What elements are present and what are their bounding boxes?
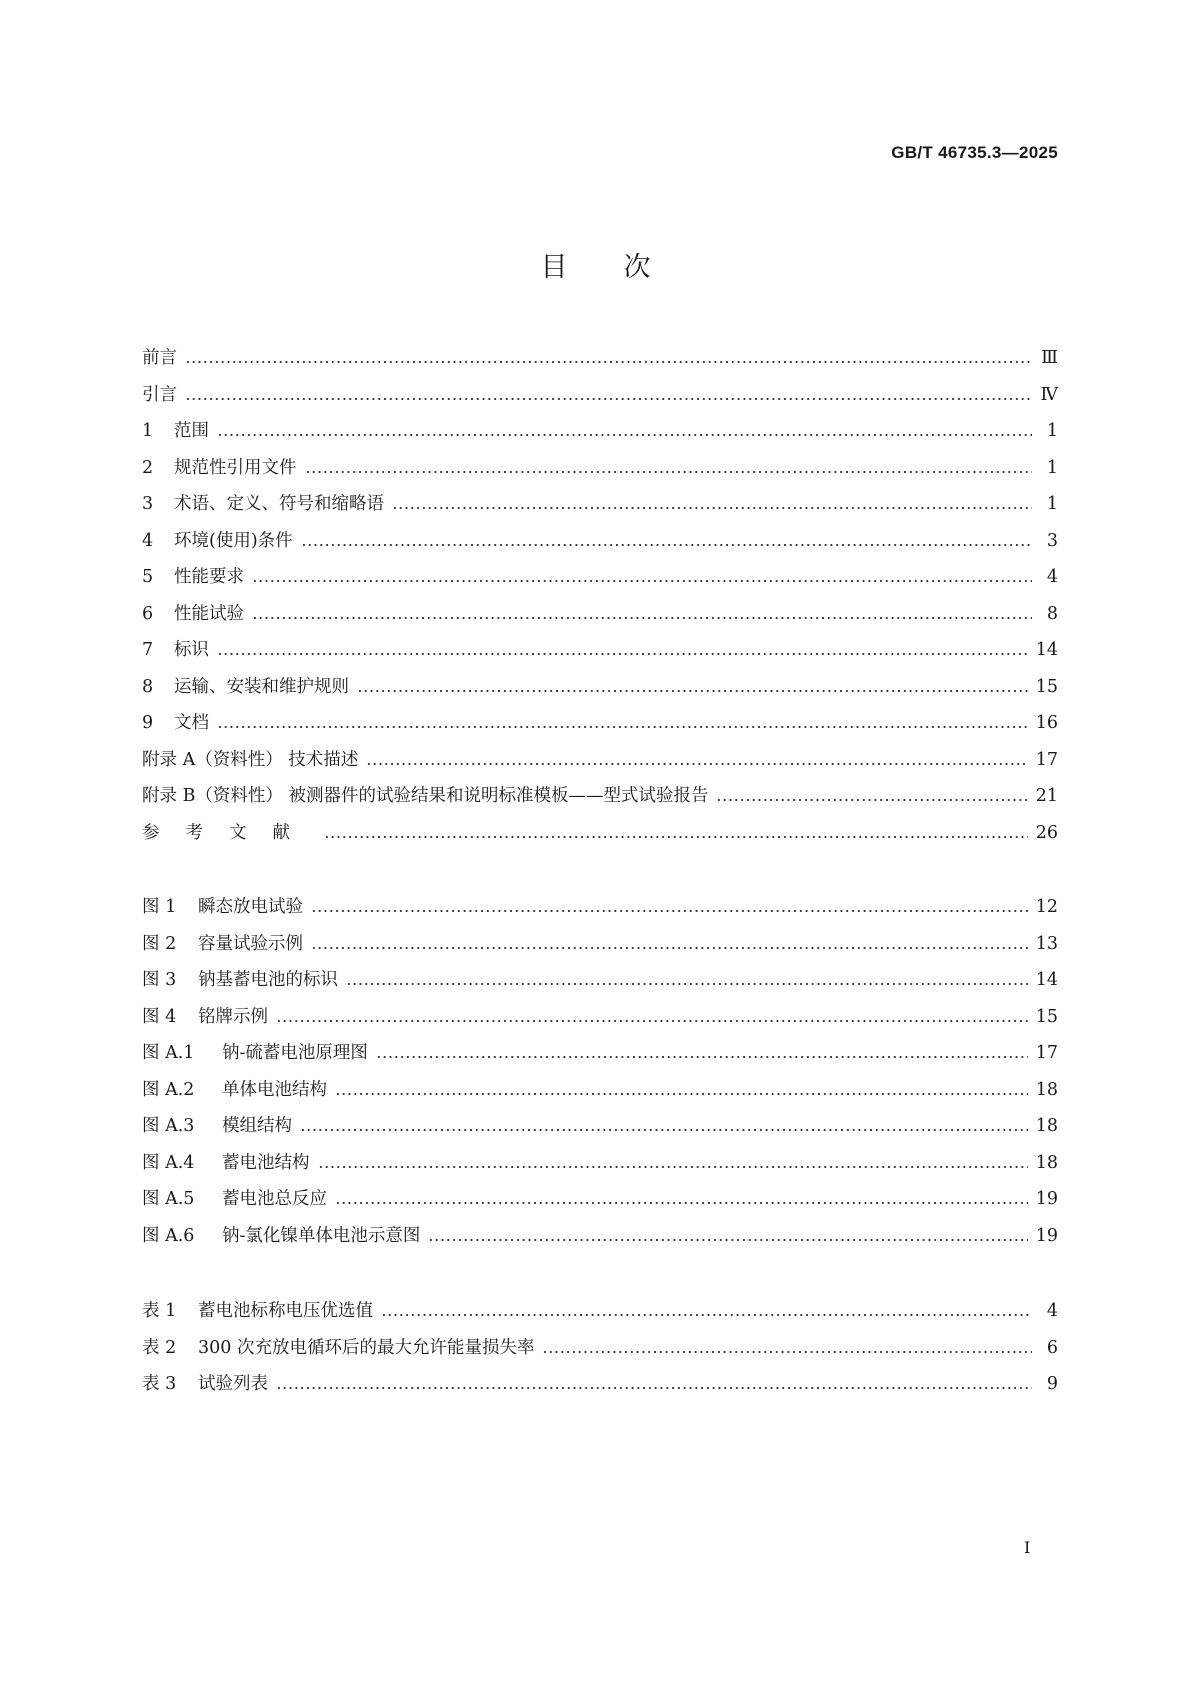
toc-entry-number: 7 bbox=[142, 640, 154, 660]
toc-main-list bbox=[142, 340, 1058, 851]
toc-entry-page: 8 bbox=[1046, 603, 1058, 624]
dot-leader bbox=[335, 1093, 1028, 1095]
dot-leader bbox=[217, 434, 1032, 436]
figure-page: 15 bbox=[1035, 1006, 1058, 1027]
figure-label: 铭牌示例 bbox=[198, 1006, 268, 1027]
toc-entry-label: 附录 B（资料性） 被测器件的试验结果和说明标准模板——型式试验报告 bbox=[142, 786, 709, 806]
toc-entry-label: 文档 bbox=[174, 713, 209, 733]
table-number: 表 3 bbox=[142, 1374, 177, 1394]
figure-number: 图 4 bbox=[142, 1006, 177, 1027]
figure-label: 蓄电池总反应 bbox=[222, 1189, 327, 1209]
toc-entry-label: 规范性引用文件 bbox=[174, 457, 297, 478]
table-entry[interactable] bbox=[142, 1366, 1058, 1403]
toc-entry-page: 16 bbox=[1035, 713, 1058, 733]
table-number: 表 1 bbox=[142, 1301, 177, 1321]
figure-label: 钠-氯化镍单体电池示意图 bbox=[222, 1225, 421, 1246]
figure-entry[interactable] bbox=[142, 999, 1058, 1036]
figure-entry[interactable] bbox=[142, 1218, 1058, 1255]
dot-leader bbox=[381, 1314, 1032, 1316]
table-entry[interactable] bbox=[142, 1293, 1058, 1330]
table-page: 6 bbox=[1046, 1337, 1058, 1358]
figure-entry[interactable] bbox=[142, 1035, 1058, 1072]
dot-leader bbox=[366, 763, 1027, 765]
figure-entry[interactable] bbox=[142, 1145, 1058, 1182]
toc-entry-label: 性能要求 bbox=[174, 567, 244, 587]
table-number: 表 2 bbox=[142, 1337, 177, 1358]
page-number: I bbox=[1024, 1538, 1031, 1557]
toc-entry-label: 范围 bbox=[174, 421, 209, 441]
dot-leader bbox=[324, 836, 1028, 838]
dot-leader bbox=[301, 544, 1032, 546]
figure-page: 18 bbox=[1035, 1116, 1058, 1136]
toc-entry-page: Ⅳ bbox=[1040, 384, 1058, 405]
toc-entry-number: 8 bbox=[142, 676, 154, 697]
figure-number: 图 3 bbox=[142, 970, 177, 990]
figure-page: 17 bbox=[1035, 1043, 1058, 1063]
toc-entry-terms[interactable] bbox=[142, 486, 1058, 523]
toc-entry-normative-references[interactable] bbox=[142, 450, 1058, 487]
dot-leader bbox=[217, 726, 1028, 728]
figure-label: 蓄电池结构 bbox=[222, 1152, 310, 1173]
page-title: 目次 bbox=[540, 252, 707, 283]
figure-page: 18 bbox=[1035, 1152, 1058, 1173]
dot-leader bbox=[276, 1020, 1028, 1022]
toc-entry-number: 4 bbox=[142, 530, 154, 551]
toc-entry-number: 6 bbox=[142, 603, 154, 624]
table-entry[interactable] bbox=[142, 1330, 1058, 1367]
figure-entry[interactable] bbox=[142, 926, 1058, 963]
toc-entry-page: 14 bbox=[1035, 640, 1058, 660]
figure-page: 12 bbox=[1035, 897, 1058, 917]
dot-leader bbox=[300, 1129, 1028, 1131]
dot-leader bbox=[217, 653, 1028, 655]
toc-entry-introduction[interactable] bbox=[142, 377, 1058, 414]
figure-number: 图 A.5 bbox=[142, 1189, 195, 1209]
dot-leader bbox=[252, 580, 1032, 582]
dot-leader bbox=[716, 799, 1027, 801]
figure-page: 19 bbox=[1035, 1225, 1058, 1246]
figure-label: 容量试验示例 bbox=[198, 933, 303, 954]
toc-entry-label: 环境(使用)条件 bbox=[174, 530, 293, 551]
dot-leader bbox=[357, 690, 1028, 692]
figure-page: 14 bbox=[1035, 970, 1058, 990]
figure-label: 模组结构 bbox=[222, 1116, 292, 1136]
toc-entry-number: 3 bbox=[142, 494, 154, 514]
toc-entry-annex-a[interactable] bbox=[142, 742, 1058, 779]
dot-leader bbox=[311, 947, 1028, 949]
figure-number: 图 A.1 bbox=[142, 1043, 195, 1063]
toc-entry-label: 参考文献 bbox=[142, 822, 316, 843]
toc-entry-page: 17 bbox=[1035, 749, 1058, 770]
toc-entry-annex-b[interactable] bbox=[142, 778, 1058, 815]
table-page: 4 bbox=[1046, 1301, 1058, 1321]
figure-entry[interactable] bbox=[142, 1181, 1058, 1218]
toc-entry-page: 1 bbox=[1046, 457, 1058, 478]
toc-entry-marking[interactable] bbox=[142, 632, 1058, 669]
dot-leader bbox=[392, 507, 1032, 509]
table-page: 9 bbox=[1046, 1374, 1058, 1394]
dot-leader bbox=[185, 361, 1032, 363]
toc-figures-list bbox=[142, 889, 1058, 1254]
dot-leader bbox=[252, 617, 1032, 619]
dot-leader bbox=[428, 1239, 1027, 1241]
toc-entry-foreword[interactable] bbox=[142, 340, 1058, 377]
toc-entry-label: 附录 A（资料性） 技术描述 bbox=[142, 749, 359, 770]
toc-entry-label: 术语、定义、符号和缩略语 bbox=[174, 494, 384, 514]
toc-tables-list bbox=[142, 1293, 1058, 1403]
toc-entry-page: 21 bbox=[1035, 786, 1058, 806]
dot-leader bbox=[542, 1351, 1032, 1353]
dot-leader bbox=[276, 1387, 1032, 1389]
toc-entry-page: Ⅲ bbox=[1041, 348, 1058, 368]
table-label: 300 次充放电循环后的最大允许能量损失率 bbox=[198, 1337, 535, 1358]
toc-entry-page: 15 bbox=[1035, 676, 1058, 697]
figure-number: 图 2 bbox=[142, 933, 177, 954]
dot-leader bbox=[346, 983, 1028, 985]
toc-entry-label: 运输、安装和维护规则 bbox=[174, 676, 349, 697]
dot-leader bbox=[311, 910, 1028, 912]
dot-leader bbox=[185, 398, 1032, 400]
figure-label: 单体电池结构 bbox=[222, 1079, 327, 1100]
toc-entry-documentation[interactable] bbox=[142, 705, 1058, 742]
figure-label: 瞬态放电试验 bbox=[198, 897, 303, 917]
table-label: 蓄电池标称电压优选值 bbox=[198, 1301, 373, 1321]
dot-leader bbox=[335, 1202, 1028, 1204]
figure-label: 钠基蓄电池的标识 bbox=[198, 970, 338, 990]
toc-entry-scope[interactable] bbox=[142, 413, 1058, 450]
toc-entry-page: 1 bbox=[1046, 494, 1058, 514]
toc-entry-label: 性能试验 bbox=[174, 603, 244, 624]
table-label: 试验列表 bbox=[198, 1374, 268, 1394]
toc-entry-label: 标识 bbox=[174, 640, 209, 660]
dot-leader bbox=[305, 471, 1033, 473]
toc-entry-page: 1 bbox=[1046, 421, 1058, 441]
figure-page: 13 bbox=[1035, 933, 1058, 954]
dot-leader bbox=[376, 1056, 1028, 1058]
toc-entry-page: 26 bbox=[1035, 822, 1058, 843]
toc-entry-page: 4 bbox=[1046, 567, 1058, 587]
figure-entry[interactable] bbox=[142, 889, 1058, 926]
toc-entry-conditions[interactable] bbox=[142, 523, 1058, 560]
toc-entry-label: 前言 bbox=[142, 348, 177, 368]
toc-entry-performance-tests[interactable] bbox=[142, 596, 1058, 633]
figure-number: 图 A.4 bbox=[142, 1152, 195, 1173]
figure-number: 图 A.3 bbox=[142, 1116, 195, 1136]
toc-entry-number: 9 bbox=[142, 713, 154, 733]
figure-number: 图 1 bbox=[142, 897, 177, 917]
figure-page: 19 bbox=[1035, 1189, 1058, 1209]
figure-label: 钠-硫蓄电池原理图 bbox=[222, 1043, 368, 1063]
toc-entry-number: 5 bbox=[142, 567, 154, 587]
figure-number: 图 A.6 bbox=[142, 1225, 195, 1246]
dot-leader bbox=[318, 1166, 1028, 1168]
toc-entry-page: 3 bbox=[1046, 530, 1058, 551]
figure-entry[interactable] bbox=[142, 1072, 1058, 1109]
figure-page: 18 bbox=[1035, 1079, 1058, 1100]
toc-entry-performance-requirements[interactable] bbox=[142, 559, 1058, 596]
toc-entry-number: 1 bbox=[142, 421, 154, 441]
toc-entry-number: 2 bbox=[142, 457, 154, 478]
figure-entry[interactable] bbox=[142, 962, 1058, 999]
toc-entry-bibliography[interactable] bbox=[142, 815, 1058, 852]
toc-entry-label: 引言 bbox=[142, 384, 177, 405]
standard-number: GB/T 46735.3—2025 bbox=[891, 143, 1058, 162]
figure-entry[interactable] bbox=[142, 1108, 1058, 1145]
figure-number: 图 A.2 bbox=[142, 1079, 195, 1100]
toc-entry-transport[interactable] bbox=[142, 669, 1058, 706]
